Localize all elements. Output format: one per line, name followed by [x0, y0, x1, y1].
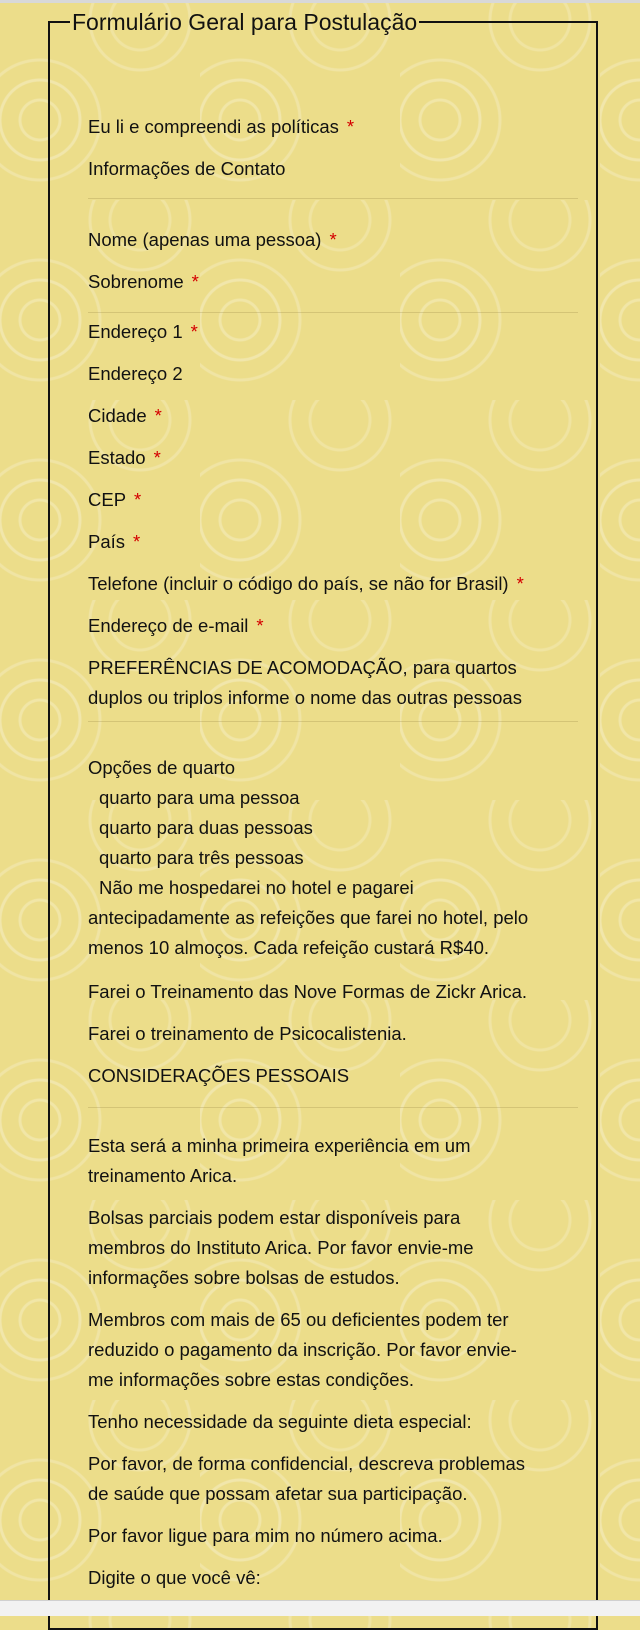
- window-top-edge: [0, 0, 640, 3]
- state-label[interactable]: Estado *: [88, 447, 161, 468]
- call-me-option[interactable]: Por favor ligue para mim no número acima.: [88, 1525, 443, 1546]
- required-asterisk: *: [133, 531, 141, 552]
- scholarship-info-option[interactable]: Bolsas parciais podem estar disponíveis para membros do Instituto Arica. Por favor envie-me informações sobre bolsas de estudos.: [88, 1207, 474, 1288]
- section-divider: [88, 1107, 578, 1108]
- room-options-label: Opções de quarto: [88, 757, 236, 778]
- section-divider: [88, 312, 578, 313]
- psychocalisthenics-option[interactable]: Farei o treinamento de Psicocalistenia.: [88, 1023, 407, 1044]
- health-issues-label[interactable]: Por favor, de forma confidencial, descreva problemas de saúde que possam afetar sua participação.: [88, 1453, 526, 1504]
- senior-discount-option[interactable]: Membros com mais de 65 ou deficientes podem ter reduzido o pagamento da inscrição. Por favor envie- me informações sobre estas condições.: [88, 1309, 517, 1390]
- nine-forms-training-option[interactable]: Farei o Treinamento das Nove Formas de Zickr Arica.: [88, 981, 528, 1002]
- captcha-label: Digite o que você vê:: [88, 1567, 261, 1588]
- room-option-triple[interactable]: quarto para três pessoas: [99, 847, 304, 868]
- room-option-single[interactable]: quarto para uma pessoa: [99, 787, 300, 808]
- application-form: [48, 10, 598, 1630]
- policy-agreement-label[interactable]: Eu li e compreendi as políticas *: [88, 116, 355, 137]
- required-asterisk: *: [346, 116, 355, 137]
- section-divider: [88, 721, 578, 722]
- first-name-label[interactable]: Nome (apenas uma pessoa) *: [88, 229, 337, 250]
- personal-section-heading: CONSIDERAÇÕES PESSOAIS: [88, 1065, 350, 1086]
- first-experience-option[interactable]: Esta será a minha primeira experiência em um treinamento Arica.: [88, 1135, 471, 1186]
- form-legend: Formulário Geral para Postulação: [72, 9, 418, 35]
- required-asterisk: *: [154, 405, 162, 426]
- country-label[interactable]: País *: [88, 531, 141, 552]
- last-name-label[interactable]: Sobrenome *: [88, 271, 199, 292]
- phone-label[interactable]: Telefone (incluir o código do país, se não for Brasil) *: [88, 573, 524, 594]
- required-asterisk: *: [134, 489, 142, 510]
- address1-label[interactable]: Endereço 1 *: [88, 321, 198, 342]
- room-option-double[interactable]: quarto para duas pessoas: [99, 817, 313, 838]
- zip-label[interactable]: CEP *: [88, 489, 142, 510]
- contact-section-heading: Informações de Contato: [88, 158, 286, 179]
- city-label[interactable]: Cidade *: [88, 405, 162, 426]
- required-asterisk: *: [329, 229, 337, 250]
- special-diet-label[interactable]: Tenho necessidade da seguinte dieta especial:: [88, 1411, 472, 1432]
- address2-label[interactable]: Endereço 2: [88, 363, 183, 384]
- required-asterisk: *: [191, 271, 199, 292]
- required-asterisk: *: [153, 447, 161, 468]
- email-label[interactable]: Endereço de e-mail *: [88, 615, 264, 636]
- lodging-preferences-heading: PREFERÊNCIAS DE ACOMODAÇÃO, para quartos duplos ou triplos informe o nome das outras pessoas: [88, 657, 522, 708]
- window-bottom-bar: [0, 1600, 640, 1616]
- required-asterisk: *: [190, 321, 198, 342]
- section-divider: [88, 198, 578, 199]
- room-option-no-hotel[interactable]: Não me hospedarei no hotel e pagarei antecipadamente as refeições que farei no hotel, pelo menos 10 almoços. Cada refeição custará R$40.: [88, 877, 529, 958]
- required-asterisk: *: [256, 615, 264, 636]
- required-asterisk: *: [516, 573, 524, 594]
